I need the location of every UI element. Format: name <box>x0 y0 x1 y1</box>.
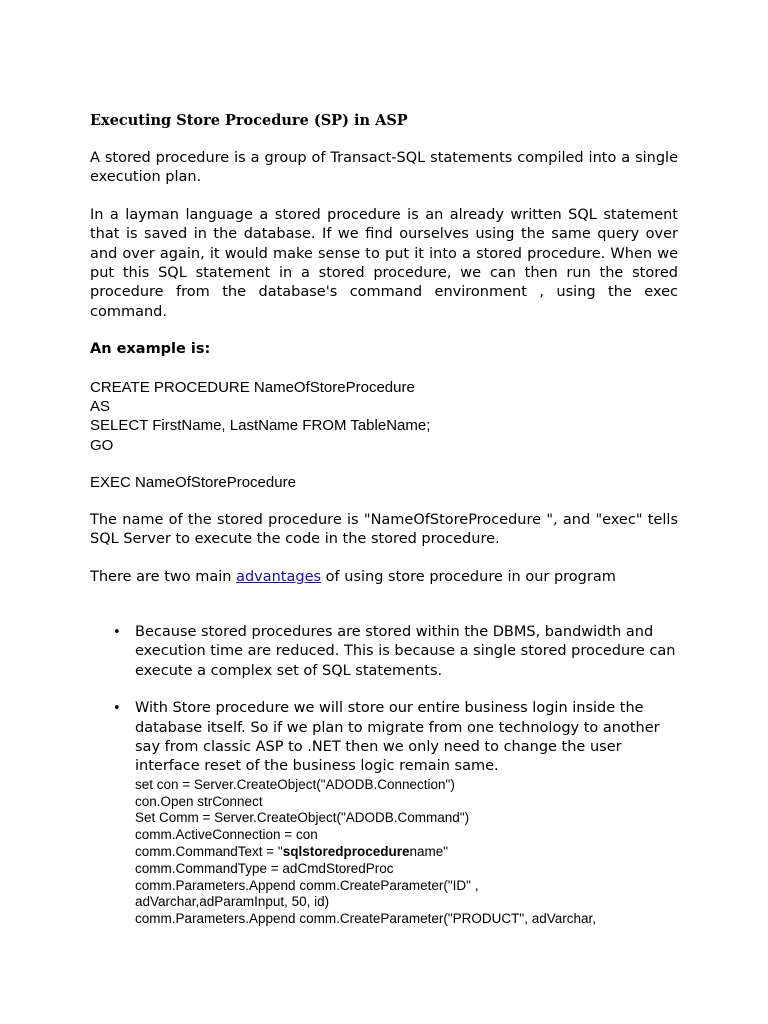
vb-code-line: comm.Parameters.Append comm.CreateParameter("ID" , <box>135 877 479 893</box>
vb-code-text: name" <box>409 843 449 859</box>
example-code-line: AS <box>90 398 111 416</box>
advantages-link[interactable]: advantages <box>236 568 322 585</box>
vb-code-text: comm.CommandText = " <box>135 843 283 859</box>
vb-code-line <box>135 844 678 861</box>
list-item-text: With Store procedure we will store our entire business login inside the database itself. So if we plan to migrate from one technology to another say from classic ASP to .NET then we only need to change the user interface reset of the business logic remain same. <box>135 700 660 775</box>
list-item <box>90 699 678 928</box>
vb-code-block <box>135 777 678 928</box>
list-item <box>90 623 678 681</box>
bullet-icon: • <box>113 624 121 640</box>
document-page <box>90 110 678 946</box>
example-code-block <box>90 378 678 456</box>
example-code-line: CREATE PROCEDURE NameOfStoreProcedure <box>90 378 415 396</box>
advantages-text-after: of using store procedure in our program <box>321 568 616 585</box>
advantages-paragraph <box>90 568 678 587</box>
bullet-icon: • <box>113 701 121 717</box>
vb-code-line: set con = Server.CreateObject("ADODB.Connection") <box>135 776 455 792</box>
example-code-line: SELECT FirstName, LastName FROM TableName; <box>90 417 431 435</box>
explanation-paragraph: The name of the stored procedure is "NameOfStoreProcedure ", and "exec" tells SQL Server to execute the code in the stored procedure. <box>90 511 678 548</box>
document-title: Executing Store Procedure (SP) in ASP <box>90 112 408 129</box>
exec-line: EXEC NameOfStoreProcedure <box>90 474 296 492</box>
vb-code-line: adVarchar,adParamInput, 50, id) <box>135 894 330 910</box>
example-code-line: GO <box>90 436 114 454</box>
vb-code-line: comm.Parameters.Append comm.CreateParameter("PRODUCT", adVarchar, <box>135 911 596 927</box>
advantages-text-before: There are two main <box>90 568 237 585</box>
example-heading: An example is: <box>90 341 211 358</box>
intro-paragraph: A stored procedure is a group of Transact-SQL statements compiled into a single execution plan. <box>90 150 678 186</box>
vb-code-line: comm.ActiveConnection = con <box>135 827 318 843</box>
exec-code-block <box>90 473 678 492</box>
list-item-text: Because stored procedures are stored within the DBMS, bandwidth and execution time are reduced. This is because a single stored procedure can execute a complex set of SQL statements. <box>135 623 676 679</box>
advantages-list <box>90 623 678 928</box>
vb-code-line: con.Open strConnect <box>135 793 263 809</box>
vb-code-line: comm.CommandType = adCmdStoredProc <box>135 860 394 876</box>
layman-paragraph: In a layman language a stored procedure is an already written SQL statement that is saved in the database. If we find ourselves using the same query over and over again, it would make sense to put it into a stored procedure. When we put this SQL statement in a stored procedure, we can then run the stored procedure from the database's command environment , using the exec command. <box>90 206 678 320</box>
vb-code-bold-text: sqlstoredprocedure <box>282 843 410 859</box>
vb-code-line: Set Comm = Server.CreateObject("ADODB.Command") <box>135 810 470 826</box>
